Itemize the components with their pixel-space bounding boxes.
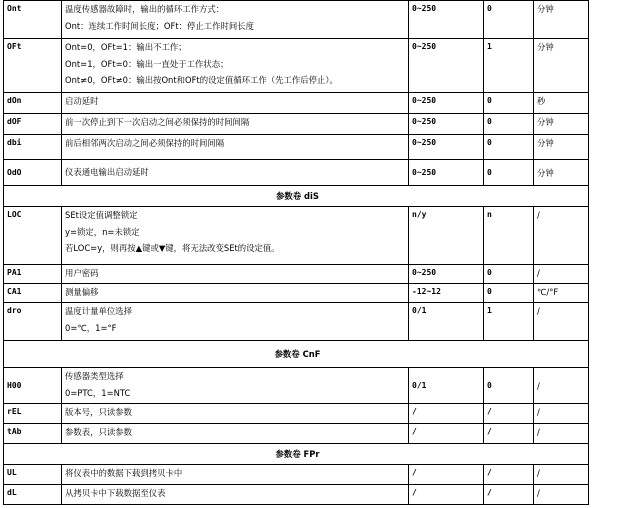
- param-unit: 分钟: [534, 160, 589, 186]
- param-range: /: [409, 485, 484, 505]
- param-default: 0: [484, 284, 534, 303]
- param-range: 0~250: [409, 114, 484, 135]
- param-range: 0~250: [409, 1, 484, 39]
- param-default: 0: [484, 93, 534, 114]
- description-line: Ont≠0，OFt≠0：输出按Ont和OFt的设定值循环工作（先工作后停止）。: [65, 75, 338, 85]
- param-code: dOn: [4, 93, 62, 114]
- description-line: 若LOC=y，则再按▲键或▼键，将无法改变SEt的设定值。: [65, 243, 280, 253]
- param-range: 0~250: [409, 265, 484, 284]
- param-code: OdO: [4, 160, 62, 186]
- description-line: Ont=0，OFt=1：输出不工作；: [65, 42, 187, 52]
- section-title-fpr: 参数卷 FPr: [4, 444, 589, 465]
- param-unit: ℃/°F: [534, 284, 589, 303]
- param-unit: 分钟: [534, 114, 589, 135]
- param-description: [62, 265, 409, 284]
- param-code: UL: [4, 465, 62, 485]
- param-description: [62, 485, 409, 505]
- param-default: 1: [484, 39, 534, 93]
- param-range: 0~250: [409, 93, 484, 114]
- param-code: LOC: [4, 207, 62, 265]
- table-row: [4, 39, 589, 93]
- table-row: [4, 368, 589, 404]
- description-line: 将仪表中的数据下载到拷贝卡中: [65, 468, 183, 478]
- description-line: Ont=1，OFt=0：输出一直处于工作状态；: [65, 58, 229, 69]
- param-description: [62, 39, 409, 93]
- description-line: Ont：连续工作时间长度；OFt：停止工作时间长度: [65, 20, 255, 31]
- param-unit: /: [534, 303, 589, 341]
- section-header-row: [4, 341, 589, 368]
- description-line: 0=PTC，1=NTC: [65, 387, 131, 398]
- param-default: 0: [484, 114, 534, 135]
- param-description: [62, 284, 409, 303]
- table-row: [4, 485, 589, 505]
- param-default: /: [484, 465, 534, 485]
- param-description: [62, 160, 409, 186]
- description-line: SEt设定值调整锁定: [65, 210, 138, 220]
- param-description: [62, 368, 409, 404]
- param-unit: /: [534, 368, 589, 404]
- param-code: PA1: [4, 265, 62, 284]
- description-line: 启动延时: [65, 96, 99, 106]
- table-row: [4, 207, 589, 265]
- description-line: 参数表，只读参数: [65, 427, 132, 437]
- param-description: [62, 1, 409, 39]
- description-line: 从拷贝卡中下载数据至仪表: [65, 488, 166, 498]
- param-description: [62, 114, 409, 135]
- section-header-row: [4, 444, 589, 465]
- param-unit: /: [534, 424, 589, 444]
- table-row: [4, 424, 589, 444]
- param-default: /: [484, 485, 534, 505]
- param-unit: /: [534, 265, 589, 284]
- table-row: [4, 135, 589, 160]
- description-line: y=锁定，n=未锁定: [65, 226, 140, 237]
- param-default: /: [484, 424, 534, 444]
- param-unit: /: [534, 404, 589, 424]
- description-line: 温度传感器故障时，输出的循环工作方式：: [65, 4, 225, 14]
- table-row: [4, 404, 589, 424]
- param-code: dOF: [4, 114, 62, 135]
- param-default: 1: [484, 303, 534, 341]
- table-row: [4, 114, 589, 135]
- param-default: 0: [484, 265, 534, 284]
- param-range: 0~250: [409, 160, 484, 186]
- param-default: 0: [484, 1, 534, 39]
- section-title-cnf: 参数卷 CnF: [4, 341, 589, 368]
- param-range: 0/1: [409, 303, 484, 341]
- description-line: 仪表通电输出启动延时: [65, 167, 149, 178]
- param-description: [62, 404, 409, 424]
- description-line: 0=℃，1=°F: [65, 322, 117, 333]
- description-line: 用户密码: [65, 268, 99, 278]
- section-header-row: [4, 186, 589, 207]
- param-description: [62, 465, 409, 485]
- param-code: dbi: [4, 135, 62, 160]
- param-unit: /: [534, 485, 589, 505]
- param-range: 0~250: [409, 39, 484, 93]
- description-line: 传感器类型选择: [65, 371, 124, 381]
- param-default: 0: [484, 368, 534, 404]
- param-unit: /: [534, 207, 589, 265]
- param-range: /: [409, 404, 484, 424]
- parameter-table: [3, 0, 589, 505]
- param-code: OFt: [4, 39, 62, 93]
- description-line: 温度计量单位选择: [65, 306, 132, 316]
- param-unit: 分钟: [534, 39, 589, 93]
- param-range: n/y: [409, 207, 484, 265]
- param-code: H00: [4, 368, 62, 404]
- table-row: [4, 160, 589, 186]
- param-code: rEL: [4, 404, 62, 424]
- parameter-sheet: [3, 0, 588, 508]
- param-unit: 秒: [534, 93, 589, 114]
- table-row: [4, 303, 589, 341]
- section-title-dis: 参数卷 diS: [4, 186, 589, 207]
- param-description: [62, 93, 409, 114]
- param-range: /: [409, 424, 484, 444]
- param-code: tAb: [4, 424, 62, 444]
- param-default: /: [484, 404, 534, 424]
- param-description: [62, 207, 409, 265]
- description-line: 前后相邻两次启动之间必须保持的时间间隔: [65, 138, 225, 148]
- table-row: [4, 284, 589, 303]
- table-row: [4, 265, 589, 284]
- param-range: 0~250: [409, 135, 484, 160]
- param-default: n: [484, 207, 534, 265]
- param-range: -12~12: [409, 284, 484, 303]
- param-default: 0: [484, 160, 534, 186]
- param-unit: 分钟: [534, 135, 589, 160]
- param-description: [62, 303, 409, 341]
- description-line: 前一次停止到下一次启动之间必须保持的时间间隔: [65, 117, 250, 127]
- table-row: [4, 1, 589, 39]
- param-default: 0: [484, 135, 534, 160]
- param-description: [62, 135, 409, 160]
- param-code: Ont: [4, 1, 62, 39]
- param-code: dL: [4, 485, 62, 505]
- table-row: [4, 465, 589, 485]
- param-unit: 分钟: [534, 1, 589, 39]
- param-range: /: [409, 465, 484, 485]
- param-unit: /: [534, 465, 589, 485]
- description-line: 测量偏移: [65, 287, 99, 297]
- table-row: [4, 93, 589, 114]
- param-description: [62, 424, 409, 444]
- param-code: CA1: [4, 284, 62, 303]
- param-code: dro: [4, 303, 62, 341]
- description-line: 版本号，只读参数: [65, 407, 132, 417]
- param-range: 0/1: [409, 368, 484, 404]
